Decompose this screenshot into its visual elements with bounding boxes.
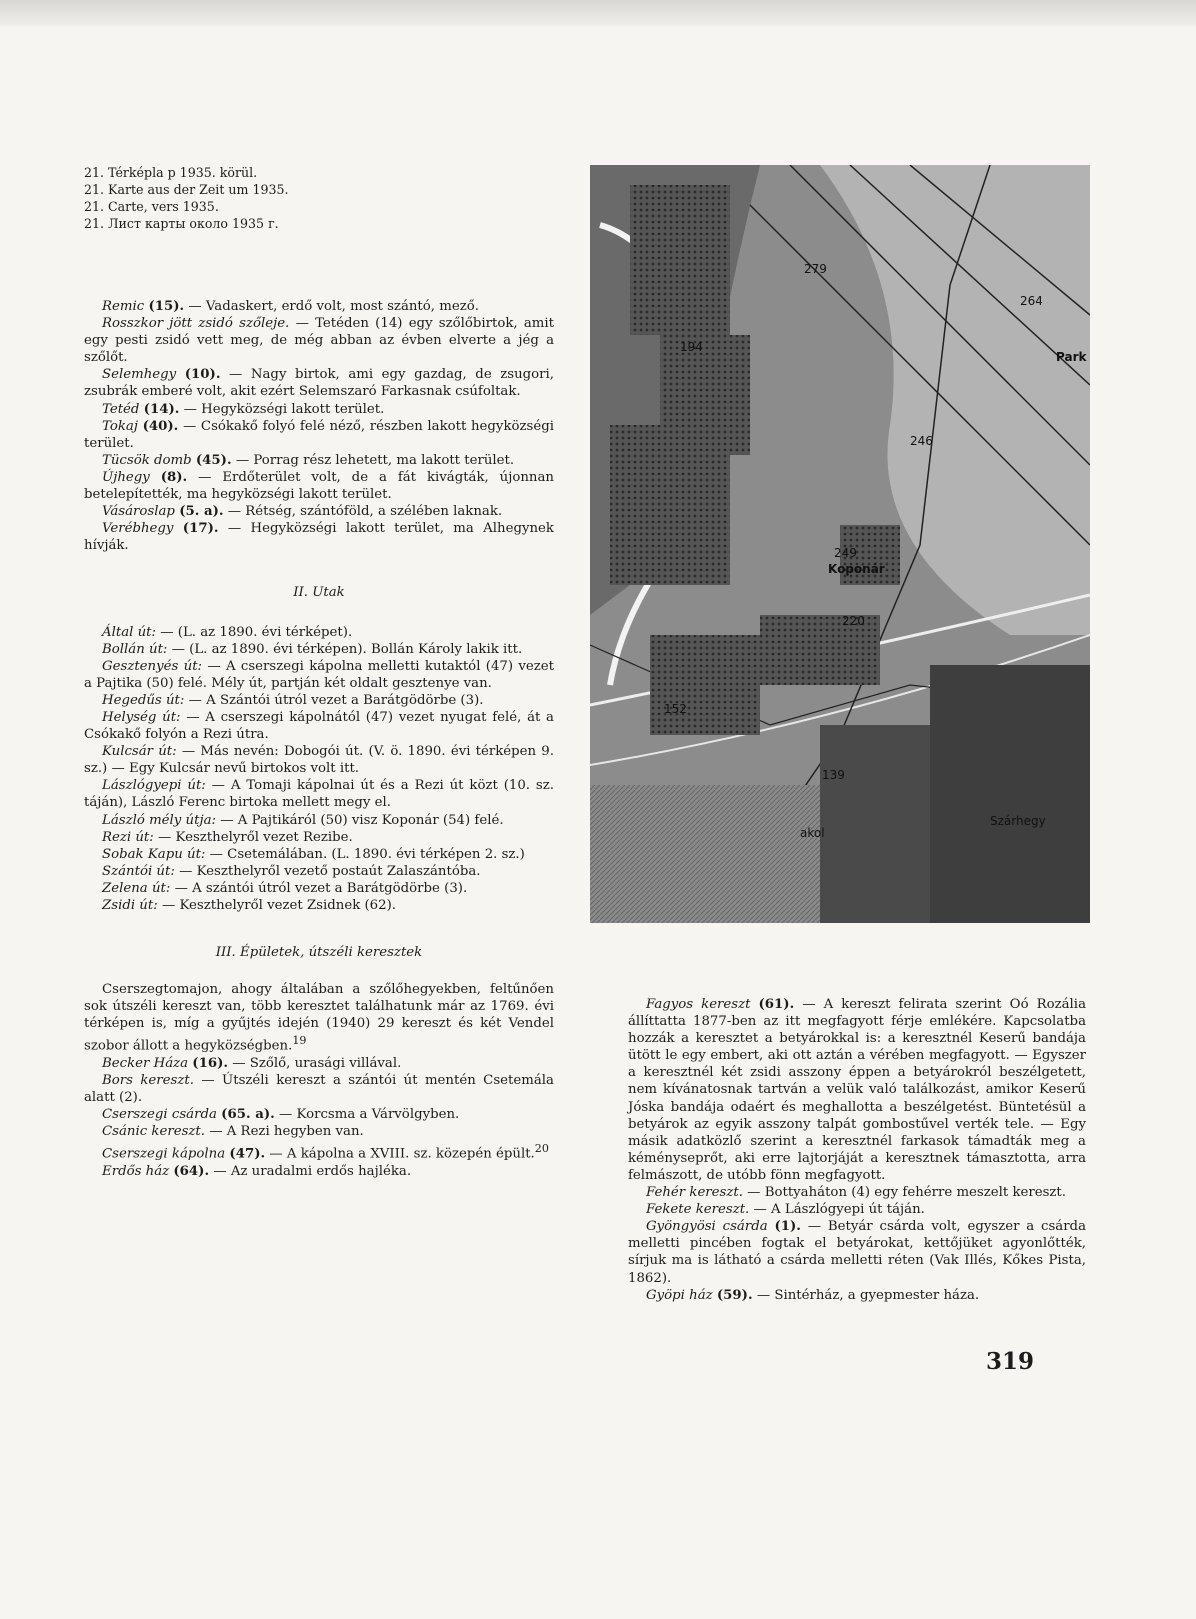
page-number: 319 (986, 1348, 1035, 1375)
entry-term: Gyöngyösi csárda (646, 1219, 768, 1235)
entry-term: Fagyos kereszt (646, 997, 751, 1012)
caption-line-de: 21. Karte aus der Zeit um 1935. (84, 182, 289, 197)
entry-text: — Porrag rész lehetett, ma lakott terület. (235, 452, 515, 468)
entry-ref: (8). (160, 469, 188, 485)
entry-text: — Vadaskert, erdő volt, most szántó, mező. (188, 299, 479, 314)
entry-text: — Az uradalmi erdős hajléka. (213, 1163, 412, 1179)
entry-text: — A kereszt felirata szerint Oó Rozália állíttatta 1877-ben az itt megfagyott férje emlékére. Kapcsolatba hozzák a keresztet a betyárokkal is: a keresztnél Keserű bandája ütött le egy embert, aki ott aztán a vérében megfagyott. — Egyszer a keresztnél két zsidi asszony éppen a betyárokról beszélgetett, nem kívánatosnak tartván a velük való találkozást, amikor Keserű Jóska bandája odaért és meghallotta a beszélgetést. Büntetésül a betyárok az egyik asszony talpát gombostűvel verték tele. — Egy másik adatközlő szerint a keresztnél farkasok támadták meg a kéményseprőt, aki erre lajtorjáját a keresztnek támasztotta, arra felmászott, de utóbb fönn megfagyott. (628, 997, 1086, 1183)
map-label: 194 (680, 340, 703, 354)
entry-text: — A Lászlógyepi út táján. (753, 1202, 925, 1218)
entry-term: Erdős ház (102, 1163, 170, 1179)
caption-line-hu: 21. Térképla p 1935. körül. (84, 165, 258, 180)
left-column (84, 298, 554, 1180)
entry-term: Selemhegy (102, 367, 177, 383)
caption-line-ru: 21. Лист карты около 1935 г. (84, 216, 279, 231)
scan-top-band (0, 0, 1196, 26)
entry-term: Fehér kereszt. (646, 1185, 743, 1201)
entry-term: Remic (102, 299, 145, 314)
map-label: Koponár (828, 562, 885, 576)
entry-term: Szántói út: (102, 863, 175, 879)
entry-text: — A cserszegi kápolna melletti kutaktól (47) vezet a Pajtika (50) felé. Mély út, partján két oldalt gesztenye van. (84, 658, 554, 691)
entry-term: Tetéd (102, 401, 140, 417)
entry-term: László mély útja: (102, 812, 216, 828)
entry-text: — (L. az 1890. évi térképen). Bollán Károly lakik itt. (171, 641, 523, 657)
entry-ref: (47). (229, 1146, 266, 1162)
entry-text: — Nagy birtok, ami egy gazdag, de zsugori, zsubrák emberé volt, akit ezért Selemszaró Farkasnak csúfoltak. (84, 367, 554, 400)
entry-term: Gyöpi ház (646, 1287, 713, 1303)
entry-text: — A Tomaji kápolnai út és a Rezi út közt (10. sz. táján), László Ferenc birtoka mellett megy el. (84, 778, 554, 811)
entry-text: — Keszthelyről vezető postaút Zalaszántóba. (179, 863, 481, 879)
entry-term: Rezi út: (102, 829, 154, 845)
entry-term: Újhegy (102, 469, 150, 485)
entry-ref: (61). (758, 997, 795, 1012)
entry-ref: (65. a). (221, 1107, 275, 1123)
entry-term: Cserszegi csárda (102, 1107, 217, 1123)
entry-term: Bors kereszt. (102, 1073, 194, 1089)
entry-text: — A Szántói útról vezet a Barátgödörbe (3). (188, 692, 484, 708)
entry-term: Rosszkor jött zsidó szőleje. (102, 316, 290, 332)
entry-ref: (45). (195, 452, 232, 468)
entry-ref: (15). (148, 299, 185, 314)
entry-term: Bollán út: (102, 641, 168, 657)
entry-term: Tücsök domb (102, 452, 192, 468)
entry-term: Csánic kereszt. (102, 1124, 205, 1140)
entry-text: — Útszéli kereszt a szántói út mentén Csetemála alatt (2). (84, 1073, 554, 1106)
entry-term: Zsidi út: (102, 898, 158, 913)
footnote-marker: 19 (292, 1034, 307, 1048)
entry-term: Tokaj (102, 418, 138, 434)
map-label: Park (1056, 350, 1087, 364)
entry-term: Helység út: (102, 709, 181, 725)
map-label: 249 (834, 546, 857, 560)
entry-text: — (L. az 1890. évi térképet). (160, 624, 353, 640)
entry-ref: (10). (184, 367, 221, 383)
entry-text: — Betyár csárda volt, egyszer a csárda melletti pincében fogtak el betyárokat, kettőjüket agyonlőtték, sírjuk ma is látható a csárda melletti réten (Vak Illés, Kőkes Pista, 1862). (628, 1219, 1086, 1286)
entry-term: Vásároslap (102, 504, 175, 520)
entry-text: — Más nevén: Dobogói út. (V. ö. 1890. évi térképen 9. sz.) — Egy Kulcsár nevű birtokos volt itt. (84, 744, 554, 777)
entry-text: — Sintérház, a gyepmester háza. (756, 1287, 980, 1303)
intro-text: Cserszegtomajon, ahogy általában a szőlőhegyekben, feltűnően sok útszéli kereszt van, több keresztet találhatunk már az 1769. évi térképen is, míg a gyűjtés idején (1940) 29 kereszt és két Vendel szobor állott a hegyközségben. (84, 982, 554, 1054)
entry-term: Kulcsár út: (102, 744, 177, 760)
entry-text: — Bottyaháton (4) egy fehérre meszelt kereszt. (747, 1185, 1066, 1201)
entry-ref: (59). (716, 1287, 753, 1303)
entry-ref: (16). (192, 1055, 229, 1071)
section-intro (84, 981, 554, 1055)
section-heading-buildings: III. Épületek, útszéli keresztek (215, 945, 423, 961)
entry-term: Lászlógyepi út: (102, 778, 206, 794)
map-label: akol (800, 826, 825, 840)
entry-text: — Erdőterület volt, de a fát kivágták, újonnan betelepítették, ma hegyközségi lakott terület. (84, 469, 554, 503)
entry-term: Által út: (102, 624, 156, 640)
entry-ref: (17). (182, 521, 219, 537)
entry-ref: (40). (142, 418, 179, 434)
entry-term: Verébhegy (102, 521, 174, 537)
entry-text: — Hegyközségi lakott terület, ma Alhegynek hívják. (84, 521, 554, 554)
entry-ref: (1). (774, 1219, 801, 1235)
right-column (628, 996, 1086, 1304)
entry-ref: (14). (143, 401, 180, 417)
entry-text: — A cserszegi kápolnától (47) vezet nyugat felé, át a Csókakő folyón a Rezi útra. (84, 709, 554, 743)
entry-term: Becker Háza (102, 1055, 189, 1071)
entry-text: — A kápolna a XVIII. sz. közepén épült. (269, 1146, 535, 1162)
entry-text: — Rétség, szántóföld, a szélében laknak. (227, 504, 503, 520)
entry-text: — Korcsma a Várvölgyben. (278, 1107, 460, 1123)
section-heading-roads: II. Utak (293, 585, 345, 601)
entry-ref: (5. a). (179, 504, 224, 520)
map-label: 246 (910, 434, 933, 448)
entry-text: — A Pajtikáról (50) visz Koponár (54) felé. (220, 812, 504, 828)
entry-term: Sobak Kapu út: (102, 846, 206, 862)
entry-term: Cserszegi kápolna (102, 1146, 226, 1162)
entry-text: — Csetemálában. (L. 1890. évi térképen 2. sz.) (209, 846, 525, 862)
entry-text: — Keszthelyről vezet Rezibe. (158, 829, 353, 845)
map-label: 279 (804, 262, 827, 276)
entry-term: Fekete kereszt. (646, 1202, 750, 1218)
entry-text: — A Rezi hegyben van. (209, 1124, 364, 1140)
entry-text: — Csókakő folyó felé néző, részben lakott hegyközségi terület. (84, 418, 554, 451)
entry-text: — A szántói útról vezet a Barátgödörbe (3). (174, 880, 468, 896)
entry-text: — Tetéden (14) egy szőlőbirtok, amit egy pesti zsidó vett meg, de még abban az évben elverte a jég a szőlőt. (84, 316, 555, 366)
entry-text: — Keszthelyről vezet Zsidnek (62). (161, 898, 397, 913)
map-label: 220 (842, 614, 865, 628)
map-photo (590, 165, 1090, 923)
entry-term: Hegedűs út: (102, 692, 185, 708)
map-label: Szárhegy (990, 814, 1046, 828)
map-label: 152 (664, 702, 687, 716)
map-illustration (590, 165, 1090, 923)
entry-ref: (64). (173, 1163, 210, 1179)
entry-text: — Szőlő, urasági villával. (232, 1055, 402, 1071)
map-label: 264 (1020, 294, 1043, 308)
entry-term: Gesztenyés út: (102, 658, 203, 674)
figure-caption (84, 164, 584, 232)
entry-text: — Hegyközségi lakott terület. (183, 401, 385, 417)
entry-term: Zelena út: (102, 880, 171, 896)
footnote-marker: 20 (534, 1142, 549, 1156)
map-label: 139 (822, 768, 845, 782)
caption-line-fr: 21. Carte, vers 1935. (84, 199, 219, 214)
